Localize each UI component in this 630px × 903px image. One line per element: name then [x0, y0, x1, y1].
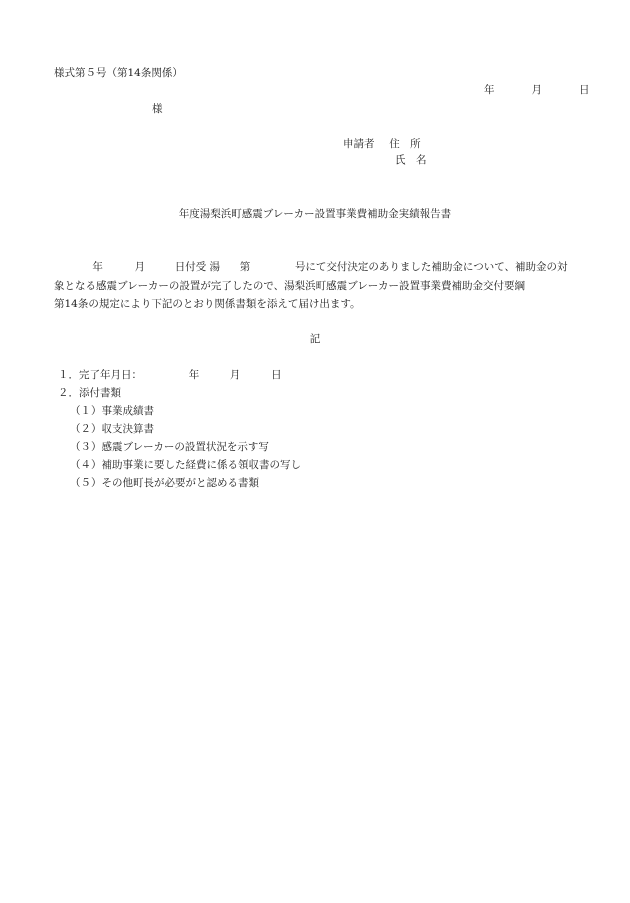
body-line-1 — [54, 262, 568, 273]
ref-dayref: 日付受 湯 — [174, 261, 221, 273]
body-line-2: 象となる感震ブレーカーの設置が完了したので、湯梨浜町感震ブレーカー設置事業費補助金交付要綱 — [54, 280, 526, 292]
attachment-item: （２）収支決算書 — [70, 423, 154, 435]
ref-dai: 第 — [239, 261, 251, 273]
completion-date-row — [58, 370, 282, 381]
submission-date — [484, 85, 590, 96]
ref-year: 年 — [92, 261, 103, 273]
body-line-3: 第14条の規定により下記のとおり関係書類を添えて届け出ます。 — [54, 298, 361, 310]
date-day: 日 — [579, 84, 590, 96]
applicant-label: 申請者 — [343, 138, 375, 150]
applicant-address-row — [343, 139, 421, 150]
attachment-item: （１）事業成績書 — [70, 405, 154, 417]
attachment-item: （４）補助事業に要した経費に係る領収書の写し — [70, 459, 301, 471]
form-number: 様式第５号（第14条関係） — [54, 67, 183, 79]
attachments-label: ２．添付書類 — [58, 387, 121, 399]
attachment-item: （５）その他町長が必要がと認める書類 — [70, 477, 259, 489]
document-title: 年度湯梨浜町感震ブレーカー設置事業費補助金実績報告書 — [178, 208, 452, 220]
completion-year: 年 — [188, 369, 200, 381]
address-label: 住 所 — [389, 138, 421, 150]
ki-heading: 記 — [309, 333, 321, 345]
attachment-item: （３）感震ブレーカーの設置状況を示す写 — [70, 441, 269, 453]
addressee-suffix: 様 — [152, 103, 163, 115]
completion-month: 月 — [229, 369, 241, 381]
applicant-name-label: 氏 名 — [395, 154, 427, 166]
date-year: 年 — [484, 84, 495, 96]
ref-rest: 号にて交付決定のありました補助金について、補助金の対 — [294, 261, 568, 273]
completion-label: １．完了年月日： — [58, 369, 142, 381]
completion-day: 日 — [271, 369, 282, 381]
date-month: 月 — [531, 84, 542, 96]
ref-month: 月 — [134, 261, 146, 273]
